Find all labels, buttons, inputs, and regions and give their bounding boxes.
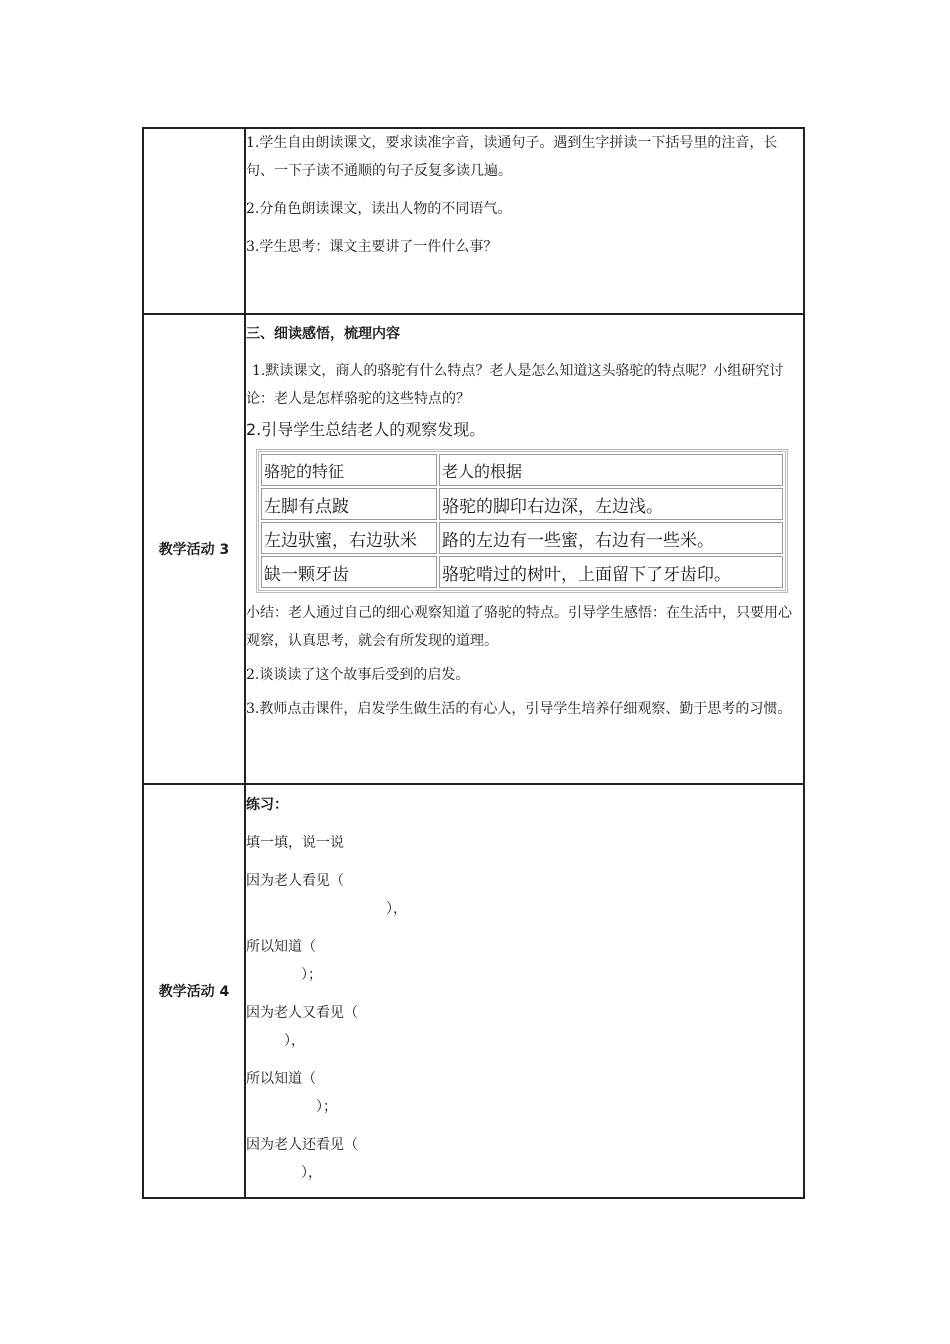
paragraph: 2.引导学生总结老人的观察发现。 xyxy=(246,420,486,439)
table-cell: 路的左边有一些蜜，右边有一些米。 xyxy=(439,522,783,554)
paragraph: 3.学生思考：课文主要讲了一件什么事？ xyxy=(246,239,498,255)
table-row xyxy=(261,556,783,588)
fill-line-end: ）， xyxy=(386,901,407,917)
observation-table-wrap xyxy=(246,445,803,599)
fill-line-end: ）； xyxy=(316,1099,337,1115)
paragraph: 1.默读课文，商人的骆驼有什么特点？老人是怎么知道这头骆驼的特点呢？小组研究讨论：老人是怎样骆驼的这些特点的？ xyxy=(246,363,784,407)
table-row xyxy=(261,488,783,520)
table-cell: 骆驼的脚印右边深，左边浅。 xyxy=(439,488,783,520)
fill-line: 因为老人还看见（ xyxy=(246,1137,358,1153)
lesson-plan-table xyxy=(142,127,805,1199)
column-header: 骆驼的特征 xyxy=(261,454,437,486)
paragraph: 1.学生自由朗读课文，要求读准字音，读通句子。遇到生字拼读一下括号里的注音，长句、一下子读不通顺的句子反复多读几遍。 xyxy=(246,135,778,179)
row-label: 教学活动 3 xyxy=(143,314,245,784)
paragraph: 填一填，说一说 xyxy=(246,835,344,851)
table-cell: 左边驮蜜，右边驮米 xyxy=(261,522,437,554)
row-label xyxy=(143,128,245,314)
fill-line: 所以知道（ xyxy=(246,939,316,955)
table-cell: 骆驼啃过的树叶，上面留下了牙齿印。 xyxy=(439,556,783,588)
row-content xyxy=(245,128,804,314)
paragraph: 2.谈谈读了这个故事后受到的启发。 xyxy=(246,667,470,683)
paragraph: 2.分角色朗读课文，读出人物的不同语气。 xyxy=(246,201,512,217)
paragraph: 3.教师点击课件，启发学生做生活的有心人，引导学生培养仔细观察、勤于思考的习惯。 xyxy=(246,701,792,717)
fill-line: 因为老人又看见（ xyxy=(246,1005,358,1021)
row-content xyxy=(245,784,804,1198)
fill-line: 所以知道（ xyxy=(246,1071,316,1087)
summary-paragraph: 小结：老人通过自己的细心观察知道了骆驼的特点。引导学生感悟：在生活中，只要用心观察，认真思考，就会有所发现的道理。 xyxy=(246,605,792,649)
fill-line: 因为老人看见（ xyxy=(246,873,344,889)
table-row xyxy=(143,314,804,784)
section-heading: 三、细读感悟，梳理内容 xyxy=(246,326,400,342)
fill-line-end: ）， xyxy=(301,1165,322,1181)
table-row xyxy=(143,784,804,1198)
fill-line-end: ）， xyxy=(284,1033,305,1049)
table-cell: 左脚有点跛 xyxy=(261,488,437,520)
fill-line-end: ）； xyxy=(301,967,322,983)
table-row xyxy=(261,522,783,554)
table-header-row xyxy=(261,454,783,486)
section-heading: 练习： xyxy=(246,797,288,813)
row-content xyxy=(245,314,804,784)
table-row xyxy=(143,128,804,314)
column-header: 老人的根据 xyxy=(439,454,783,486)
row-label: 教学活动 4 xyxy=(143,784,245,1198)
table-cell: 缺一颗牙齿 xyxy=(261,556,437,588)
observation-table xyxy=(256,449,788,593)
